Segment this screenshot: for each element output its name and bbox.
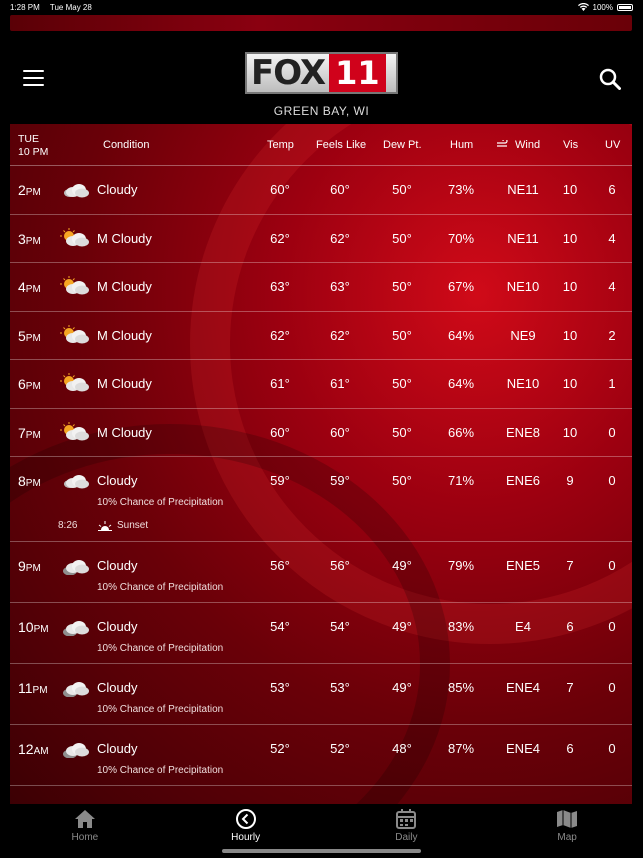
humidity-value: 70%	[447, 230, 475, 246]
condition-label: M Cloudy	[97, 376, 152, 391]
header-visibility: Vis	[563, 139, 579, 151]
cloudy-icon	[60, 470, 90, 490]
dew-point-value: 49°	[392, 619, 412, 634]
condition-label: Cloudy	[97, 558, 138, 573]
location-label: GREEN BAY, WI	[273, 104, 370, 118]
header-datetime	[18, 133, 48, 159]
visibility-value: 10	[562, 182, 578, 197]
wind-value: ENE8	[506, 424, 540, 440]
header	[0, 32, 643, 124]
feels-like-value: 52°	[330, 741, 350, 756]
dew-point-value: 50°	[392, 473, 412, 488]
feels-like-value: 60°	[330, 424, 350, 440]
mostly-cloudy-icon	[60, 373, 90, 393]
calendar-icon	[395, 808, 417, 830]
temp-value: 53°	[270, 680, 290, 695]
feels-like-value: 59°	[330, 473, 350, 488]
wind-value: NE10	[506, 376, 540, 391]
cloudy-night-icon	[60, 616, 90, 636]
logo-number: 11	[329, 54, 386, 92]
header-day: TUE	[18, 133, 39, 145]
humidity-value: 73%	[447, 182, 475, 197]
header-dew-point: Dew Pt.	[383, 139, 422, 151]
hour-row[interactable]	[10, 542, 632, 603]
battery-icon	[617, 4, 633, 11]
tab-daily-label: Daily	[395, 832, 418, 843]
dew-point-value: 50°	[392, 424, 412, 440]
condition-label: Cloudy	[97, 619, 138, 634]
humidity-value: 64%	[447, 376, 475, 391]
temp-value: 63°	[270, 279, 290, 294]
wind-value: E4	[515, 619, 531, 634]
header-time: 10 PM	[18, 146, 49, 158]
precip-chance: 10% Chance of Precipitation	[97, 704, 224, 715]
hour-row[interactable]	[10, 166, 632, 215]
wind-value: ENE5	[506, 558, 540, 573]
precip-chance: 10% Chance of Precipitation	[97, 765, 224, 776]
feels-like-value: 53°	[330, 680, 350, 695]
cloudy-night-icon	[60, 738, 90, 758]
hour-label: 8PM	[18, 473, 41, 489]
dew-point-value: 50°	[392, 230, 412, 246]
cloudy-icon	[60, 179, 90, 199]
tab-home-label: Home	[71, 832, 99, 843]
wind-icon	[497, 140, 509, 148]
status-time: 1:28 PM	[10, 2, 40, 12]
condition-label: Cloudy	[97, 680, 138, 695]
condition-label: M Cloudy	[97, 230, 152, 246]
temp-value: 52°	[270, 741, 290, 756]
feels-like-value: 62°	[330, 327, 350, 343]
hour-row[interactable]	[10, 664, 632, 725]
table-header	[10, 124, 632, 166]
uv-value: 1	[608, 376, 616, 391]
temp-value: 60°	[270, 182, 290, 197]
humidity-value: 83%	[447, 619, 475, 634]
visibility-value: 9	[566, 473, 574, 488]
feels-like-value: 56°	[330, 558, 350, 573]
wind-value: NE11	[507, 230, 539, 246]
dew-point-value: 50°	[392, 182, 412, 197]
hour-row[interactable]	[10, 457, 632, 542]
cloudy-night-icon	[60, 555, 90, 575]
condition-label: M Cloudy	[97, 424, 152, 440]
search-icon[interactable]	[599, 68, 621, 90]
visibility-value: 10	[562, 424, 578, 440]
humidity-value: 79%	[447, 558, 475, 573]
header-uv: UV	[605, 139, 621, 151]
uv-value: 4	[608, 279, 616, 294]
header-wind: Wind	[515, 139, 541, 151]
humidity-value: 71%	[447, 473, 475, 488]
precip-chance: 10% Chance of Precipitation	[97, 497, 224, 508]
temp-value: 62°	[270, 230, 290, 246]
uv-value: 0	[608, 424, 616, 440]
humidity-value: 64%	[447, 327, 475, 343]
humidity-value: 87%	[447, 741, 475, 756]
wind-value: ENE4	[506, 741, 540, 756]
precip-chance: 10% Chance of Precipitation	[97, 582, 224, 593]
uv-value: 0	[608, 680, 616, 695]
wind-value: NE9	[510, 327, 536, 343]
hour-label: 2PM	[18, 182, 41, 198]
hourly-clock-icon	[235, 808, 257, 830]
condition-label: Cloudy	[97, 473, 138, 488]
visibility-value: 7	[566, 558, 574, 573]
mostly-cloudy-icon	[60, 228, 90, 248]
header-temp: Temp	[267, 139, 294, 151]
hour-label: 6PM	[18, 376, 41, 392]
hour-label: 11PM	[18, 680, 48, 696]
wind-value: NE11	[507, 182, 539, 197]
dew-point-value: 50°	[392, 376, 412, 391]
feels-like-value: 61°	[330, 376, 350, 391]
hour-row[interactable]	[10, 725, 632, 786]
feels-like-value: 63°	[330, 279, 350, 294]
sunset-label: Sunset	[117, 520, 149, 531]
uv-value: 0	[608, 741, 616, 756]
temp-value: 61°	[270, 376, 290, 391]
hour-row[interactable]	[10, 360, 632, 409]
cloudy-night-icon	[60, 677, 90, 697]
wifi-icon	[578, 3, 589, 11]
hour-label: 7PM	[18, 424, 41, 441]
visibility-value: 10	[562, 376, 578, 391]
hour-row[interactable]	[10, 409, 632, 458]
wind-value: ENE6	[506, 473, 540, 488]
hour-label: 12AM	[18, 741, 49, 757]
logo-text: FOX	[251, 53, 326, 93]
hour-row[interactable]	[10, 263, 632, 312]
dew-point-value: 48°	[392, 741, 412, 756]
uv-value: 0	[608, 558, 616, 573]
visibility-value: 10	[562, 279, 578, 294]
hour-label: 3PM	[18, 230, 41, 247]
temp-value: 59°	[270, 473, 290, 488]
feels-like-value: 62°	[330, 230, 350, 246]
precip-chance: 10% Chance of Precipitation	[97, 643, 224, 654]
map-icon	[556, 808, 578, 830]
uv-value: 2	[608, 327, 616, 343]
tab-map[interactable]	[491, 804, 643, 858]
temp-value: 60°	[270, 424, 290, 440]
sunset-icon	[98, 521, 112, 531]
battery-percent: 100%	[592, 2, 613, 12]
wind-value: NE10	[506, 279, 540, 294]
wind-value: ENE4	[506, 680, 540, 695]
condition-label: Cloudy	[97, 741, 138, 756]
menu-icon[interactable]	[23, 70, 44, 86]
visibility-value: 6	[566, 619, 574, 634]
tab-map-label: Map	[557, 832, 577, 843]
dew-point-value: 49°	[392, 680, 412, 695]
condition-label: M Cloudy	[97, 279, 152, 294]
visibility-value: 6	[566, 741, 574, 756]
condition-label: M Cloudy	[97, 327, 152, 343]
feels-like-value: 60°	[330, 182, 350, 197]
status-bar	[0, 0, 643, 14]
tab-home[interactable]	[9, 804, 161, 858]
top-banner-strip	[10, 15, 632, 31]
fox11-logo	[245, 52, 398, 94]
header-condition: Condition	[103, 139, 150, 151]
home-icon	[74, 808, 96, 830]
hour-row[interactable]	[10, 215, 632, 264]
mostly-cloudy-icon	[60, 325, 90, 345]
visibility-value: 10	[562, 327, 578, 343]
hour-label: 10PM	[18, 619, 49, 635]
humidity-value: 85%	[447, 680, 475, 695]
temp-value: 56°	[270, 558, 290, 573]
uv-value: 0	[608, 619, 616, 634]
visibility-value: 10	[562, 230, 578, 246]
uv-value: 0	[608, 473, 616, 488]
hour-label: 5PM	[18, 327, 41, 344]
header-feels-like: Feels Like	[316, 139, 367, 151]
uv-value: 4	[608, 230, 616, 246]
mostly-cloudy-icon	[60, 276, 90, 296]
dew-point-value: 49°	[392, 558, 412, 573]
temp-value: 62°	[270, 327, 290, 343]
tab-hourly-label: Hourly	[231, 832, 261, 843]
uv-value: 6	[608, 182, 616, 197]
sunset-time: 8:26	[58, 520, 78, 531]
hour-row[interactable]	[10, 312, 632, 361]
temp-value: 54°	[270, 619, 290, 634]
header-humidity: Hum	[450, 139, 474, 151]
hour-label: 9PM	[18, 558, 41, 574]
hour-row[interactable]	[10, 603, 632, 664]
mostly-cloudy-icon	[60, 422, 90, 442]
dew-point-value: 50°	[392, 279, 412, 294]
hour-label: 4PM	[18, 279, 41, 295]
visibility-value: 7	[566, 680, 574, 695]
feels-like-value: 54°	[330, 619, 350, 634]
home-indicator	[222, 849, 421, 853]
status-date: Tue May 28	[49, 2, 92, 12]
condition-label: Cloudy	[97, 182, 138, 197]
dew-point-value: 50°	[392, 327, 412, 343]
humidity-value: 67%	[447, 279, 475, 294]
humidity-value: 66%	[447, 424, 475, 440]
hourly-table[interactable]	[10, 124, 632, 804]
